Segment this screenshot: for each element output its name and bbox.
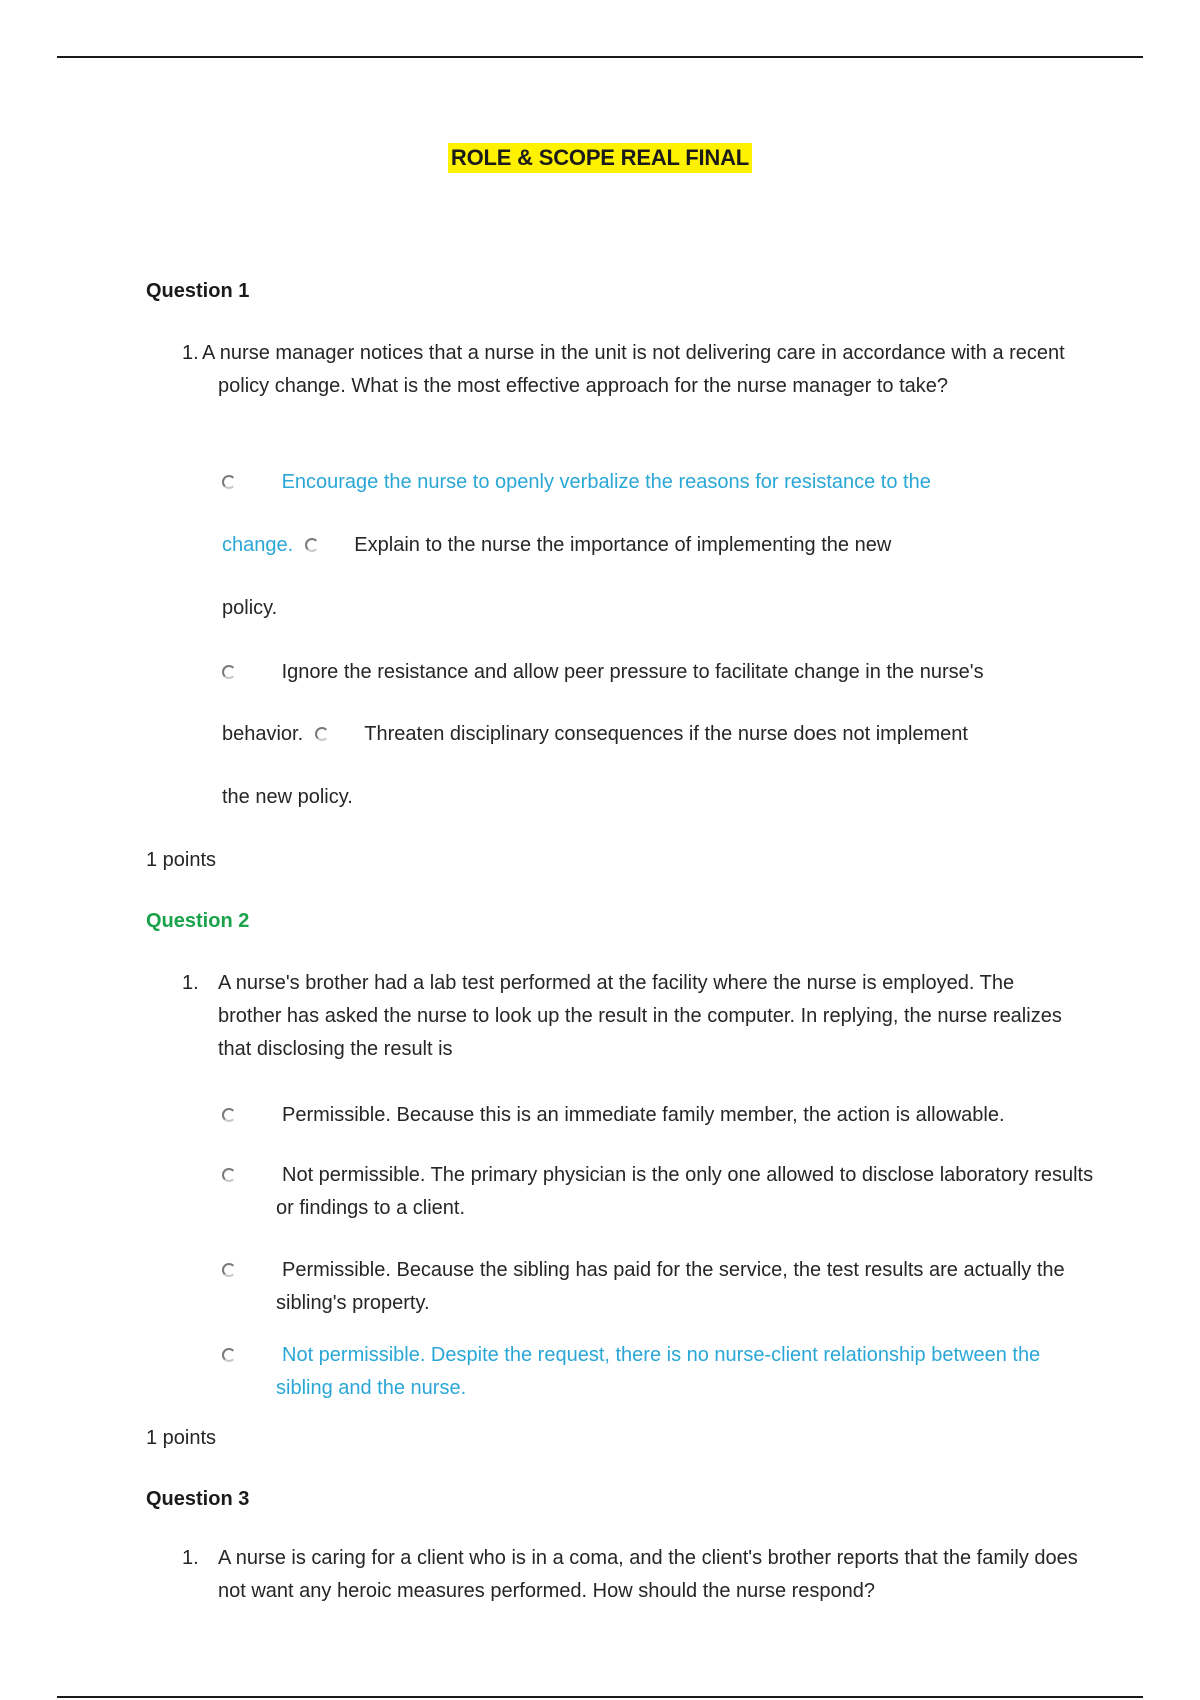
- radio-icon[interactable]: [222, 1168, 236, 1182]
- question-2-points: 1 points: [146, 1427, 217, 1449]
- q2-option-b: [222, 1159, 1102, 1225]
- radio-icon[interactable]: [305, 538, 319, 552]
- q2-option-d-text: Not permissible. Despite the request, there is no nurse-client relationship between the sibling and the nurse.: [276, 1344, 1041, 1399]
- bottom-rule: [57, 1696, 1143, 1698]
- question-1-number: 1.: [182, 342, 199, 364]
- question-1-heading: Question 1: [146, 280, 250, 302]
- q2-option-a: [222, 1099, 1102, 1132]
- radio-icon[interactable]: [222, 1348, 236, 1362]
- q1-option-line-3: policy.: [222, 597, 278, 619]
- q1-option-c-text-end: behavior.: [222, 723, 304, 745]
- radio-icon[interactable]: [222, 1108, 236, 1122]
- question-1-points: 1 points: [146, 849, 217, 871]
- q1-option-line-4: [222, 661, 984, 684]
- q2-option-d: [222, 1339, 1102, 1405]
- radio-icon[interactable]: [222, 1263, 236, 1277]
- q1-option-line-1: [222, 471, 931, 494]
- question-3-stem-text: A nurse is caring for a client who is in a coma, and the client's brother reports that the family does not want any heroic measures performed. How should the nurse respond?: [218, 1547, 1078, 1602]
- q1-option-line-2: [222, 534, 891, 557]
- q1-option-c-text: Ignore the resistance and allow peer pressure to facilitate change in the nurse's: [281, 661, 984, 683]
- question-3-number: 1.: [182, 1547, 199, 1569]
- q2-option-c: [222, 1254, 1102, 1320]
- q2-option-b-text: Not permissible. The primary physician is the only one allowed to disclose laboratory results or findings to a client.: [276, 1164, 1094, 1219]
- q2-option-c-text: Permissible. Because the sibling has paid for the service, the test results are actually the sibling's property.: [276, 1259, 1065, 1314]
- question-3-heading: Question 3: [146, 1488, 250, 1510]
- document-title: ROLE & SCOPE REAL FINAL: [448, 143, 752, 173]
- q1-option-b-text: Explain to the nurse the importance of implementing the new: [354, 534, 892, 556]
- q1-option-d-text: Threaten disciplinary consequences if the nurse does not implement: [364, 723, 968, 745]
- q1-option-a-text: Encourage the nurse to openly verbalize the reasons for resistance to the: [281, 471, 931, 493]
- q1-option-line-6: the new policy.: [222, 786, 353, 808]
- question-2-number: 1.: [182, 972, 199, 994]
- radio-icon[interactable]: [222, 665, 236, 679]
- q1-option-a-text-end: change.: [222, 534, 294, 556]
- question-1-stem-text: A nurse manager notices that a nurse in the unit is not delivering care in accordance with a recent policy change. What is the most effective approach for the nurse manager to take?: [202, 342, 1065, 397]
- q1-option-line-5: [222, 723, 968, 746]
- question-2-stem: [182, 967, 1082, 1066]
- question-2-heading: Question 2: [146, 910, 250, 932]
- question-1-stem: [182, 337, 1082, 403]
- question-2-stem-text: A nurse's brother had a lab test performed at the facility where the nurse is employed. The brother has asked the nurse to look up the result in the computer. In replying, the nurse realizes that disclosing the result is: [218, 972, 1062, 1060]
- radio-icon[interactable]: [222, 475, 236, 489]
- q2-option-a-text: Permissible. Because this is an immediate family member, the action is allowable.: [282, 1104, 1005, 1126]
- radio-icon[interactable]: [315, 727, 329, 741]
- document-title-wrap: [0, 143, 1200, 173]
- question-3-stem: [182, 1542, 1082, 1608]
- top-rule: [57, 56, 1143, 58]
